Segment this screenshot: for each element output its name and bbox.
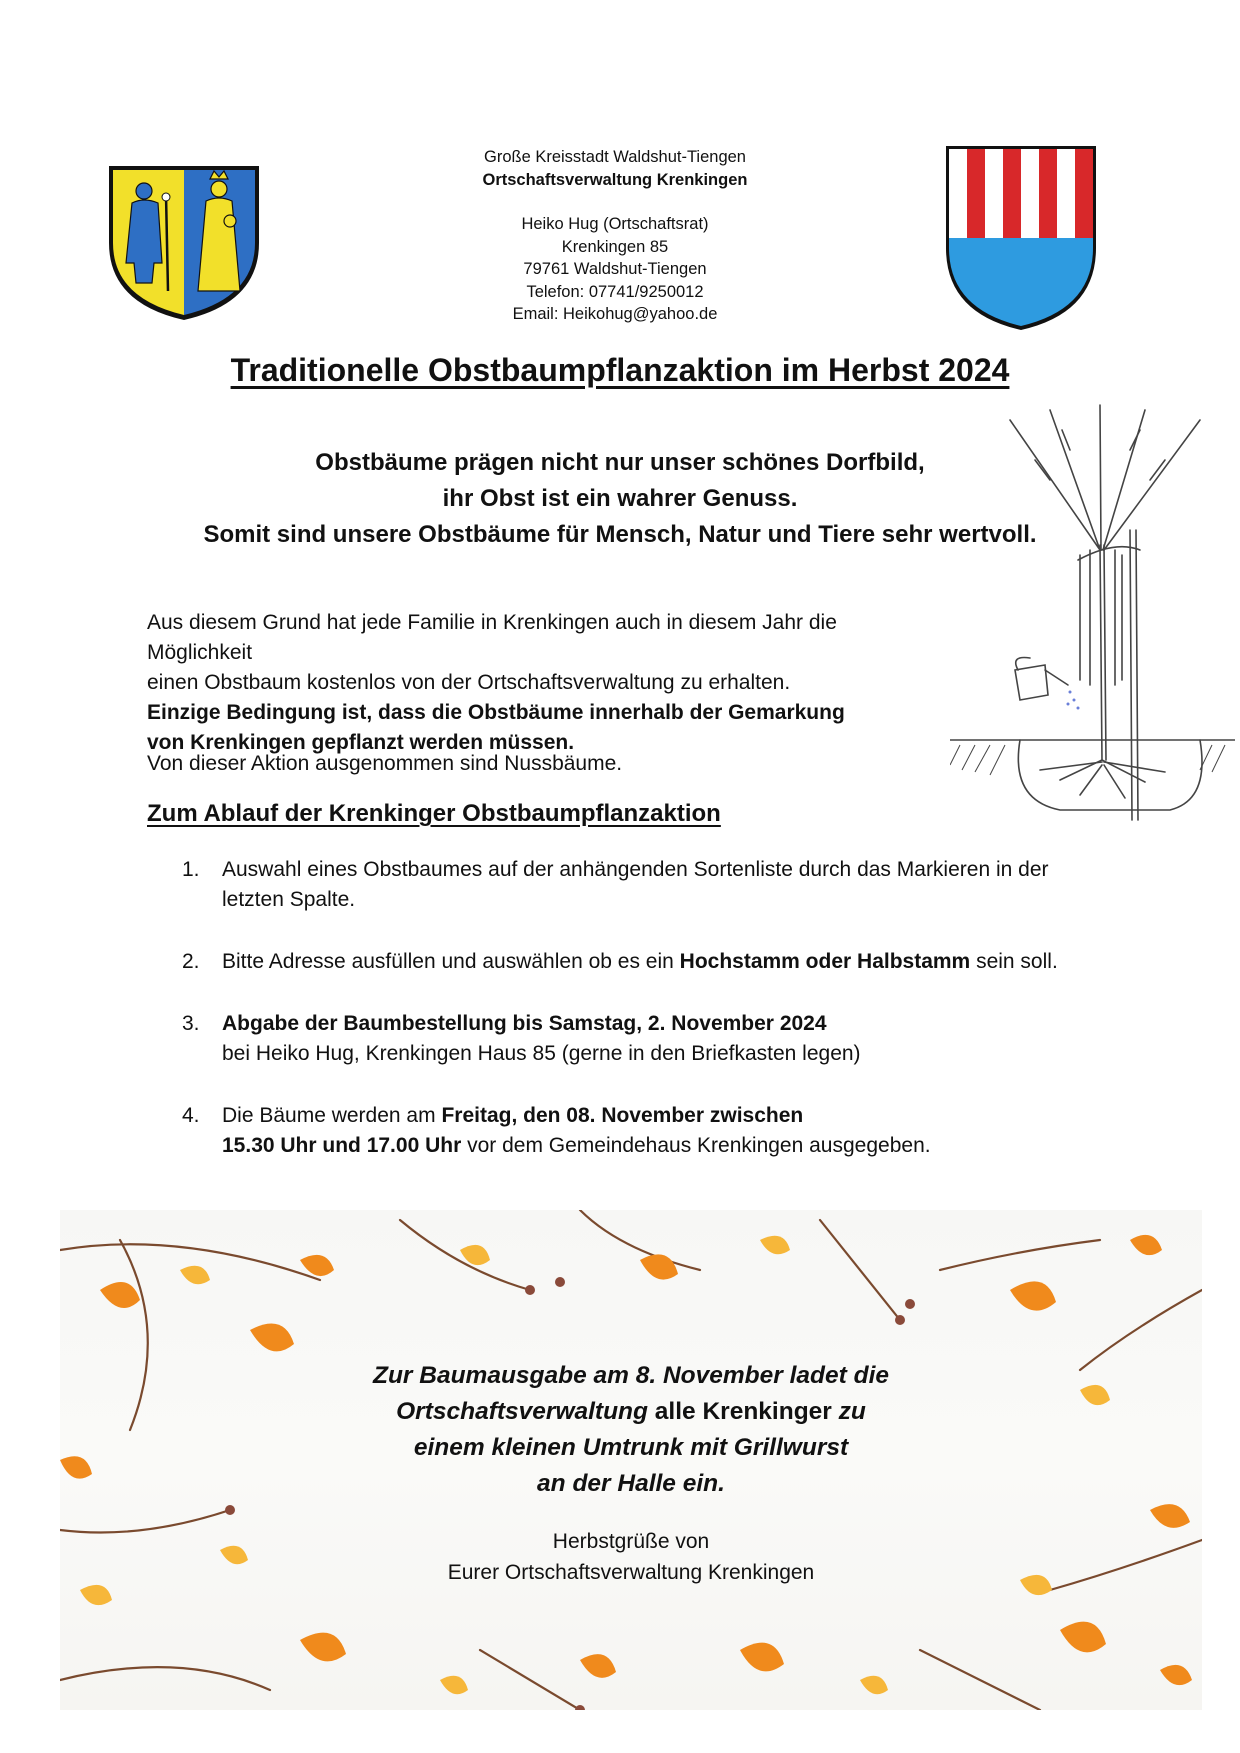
intro-line: ihr Obst ist ein wahrer Genuss. — [442, 485, 798, 512]
exclusion-note: Von dieser Aktion ausgenommen sind Nussbäume. — [147, 752, 623, 775]
step-text: bei Heiko Hug, Krenkingen Haus 85 (gerne in den Briefkasten legen) — [222, 1042, 861, 1065]
condition-line: von Krenkingen gepflanzt werden müssen. — [147, 731, 575, 754]
step-highlight: Hochstamm oder Halbstamm — [679, 950, 971, 973]
step-number: 3. — [182, 1012, 200, 1035]
body-line: Aus diesem Grund hat jede Familie in Krenkingen auch in diesem Jahr die Möglichkeit — [147, 611, 837, 664]
invitation-line: an der Halle ein. — [537, 1470, 725, 1497]
list-item — [182, 947, 1102, 977]
invitation-fragment: zu — [838, 1398, 866, 1425]
municipality-line: Große Kreisstadt Waldshut-Tiengen — [484, 148, 746, 166]
contact-city: 79761 Waldshut-Tiengen — [523, 260, 707, 278]
coat-of-arms-right — [943, 143, 1099, 333]
invitation-fragment: Ortschaftsverwaltung — [396, 1398, 648, 1425]
list-item — [182, 1009, 1102, 1069]
body-line: einen Obstbaum kostenlos von der Ortschaftsverwaltung zu erhalten. — [147, 671, 791, 694]
step-text: Bitte Adresse ausfüllen und auswählen ob es ein — [222, 950, 680, 973]
closing-signature: Eurer Ortschaftsverwaltung Krenkingen — [447, 1561, 815, 1584]
list-item — [182, 855, 1102, 915]
step-text: vor dem Gemeindehaus Krenkingen ausgegeben. — [461, 1134, 931, 1157]
step-highlight: 15.30 Uhr und 17.00 Uhr — [222, 1134, 462, 1157]
procedure-heading: Zum Ablauf der Krenkinger Obstbaumpflanzaktion — [147, 800, 721, 827]
contact-street: Krenkingen 85 — [561, 237, 669, 256]
tree-planting-illustration — [950, 400, 1235, 845]
invitation-fragment: alle Krenkinger — [648, 1398, 839, 1425]
step-text: Auswahl eines Obstbaumes auf der anhängenden Sortenliste durch das Markieren in der letzten Spalte. — [222, 858, 1049, 911]
step-text: Die Bäume werden am — [222, 1104, 442, 1127]
step-number: 4. — [182, 1104, 200, 1127]
invitation-line: einem kleinen Umtrunk mit Grillwurst — [413, 1434, 849, 1461]
contact-email: Email: Heikohug@yahoo.de — [512, 305, 718, 323]
step-text: sein soll. — [970, 950, 1058, 973]
intro-line: Obstbäume prägen nicht nur unser schönes Dorfbild, — [315, 449, 925, 476]
intro-line: Somit sind unsere Obstbäume für Mensch, Natur und Tiere sehr wertvoll. — [203, 521, 1037, 548]
list-item — [182, 1101, 1102, 1161]
step-number: 1. — [182, 858, 200, 881]
closing-line: Herbstgrüße von — [552, 1530, 710, 1553]
step-number: 2. — [182, 950, 200, 973]
condition-line: Einzige Bedingung ist, dass die Obstbäume innerhalb der Gemarkung — [147, 701, 845, 724]
step-highlight: Abgabe der Baumbestellung bis Samstag, 2. November 2024 — [222, 1012, 827, 1035]
body-paragraph — [147, 608, 947, 758]
sender-address — [430, 146, 800, 326]
administration-line: Ortschaftsverwaltung Krenkingen — [482, 170, 748, 189]
invitation-line — [60, 1394, 1202, 1430]
procedure-steps — [182, 855, 1102, 1193]
invitation-line: Zur Baumausgabe am 8. November ladet die — [372, 1362, 890, 1389]
contact-phone: Telefon: 07741/9250012 — [526, 282, 704, 301]
page-title: Traditionelle Obstbaumpflanzaktion im Herbst 2024 — [230, 352, 1010, 388]
invitation-text — [60, 1358, 1202, 1502]
step-highlight: Freitag, den 08. November zwischen — [441, 1104, 804, 1127]
closing-greeting — [60, 1526, 1202, 1588]
contact-name: Heiko Hug (Ortschaftsrat) — [521, 215, 709, 233]
coat-of-arms-left — [106, 163, 262, 323]
